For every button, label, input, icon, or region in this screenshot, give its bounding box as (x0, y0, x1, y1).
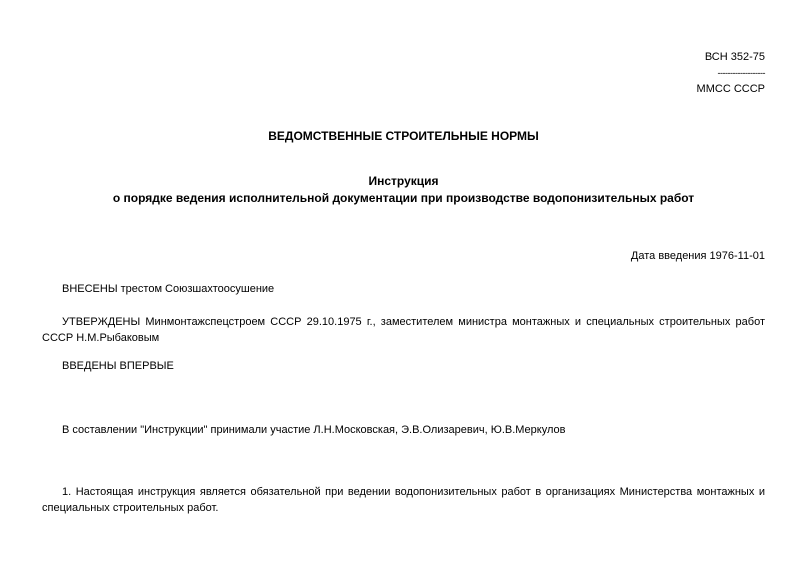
header-separator: ------------------- (717, 68, 765, 78)
approved-by-text: УТВЕРЖДЕНЫ Минмонтажспецстроем СССР 29.10.1975 г., заместителем министра монтажных и специальных строительных работ СССР Н.М.Рыбаковым (42, 316, 765, 344)
item-1-text: 1. Настоящая инструкция является обязательной при ведении водопонизительных работ в организациях Министерства монтажных и специальных строительных работ. (42, 486, 765, 514)
effective-date: Дата введения 1976-11-01 (630, 250, 765, 262)
instruction-title: Инструкция (368, 174, 439, 188)
introduced-by-paragraph: ВНЕСЕНЫ трестом Союзшахтоосушение (62, 283, 275, 295)
item-1-paragraph (42, 484, 765, 516)
instruction-subtitle: о порядке ведения исполнительной документации при производстве водопонизительных работ (112, 191, 695, 205)
document-main-title: ВЕДОМСТВЕННЫЕ СТРОИТЕЛЬНЫЕ НОРМЫ (268, 129, 539, 143)
authors-paragraph: В составлении "Инструкции" принимали участие Л.Н.Московская, Э.В.Олизаревич, Ю.В.Меркулов (62, 424, 566, 436)
document-code: ВСН 352-75 (704, 51, 765, 63)
approved-by-paragraph (42, 314, 765, 346)
ministry-code: ММСС СССР (696, 83, 765, 95)
first-introduced-paragraph: ВВЕДЕНЫ ВПЕРВЫЕ (62, 360, 174, 372)
